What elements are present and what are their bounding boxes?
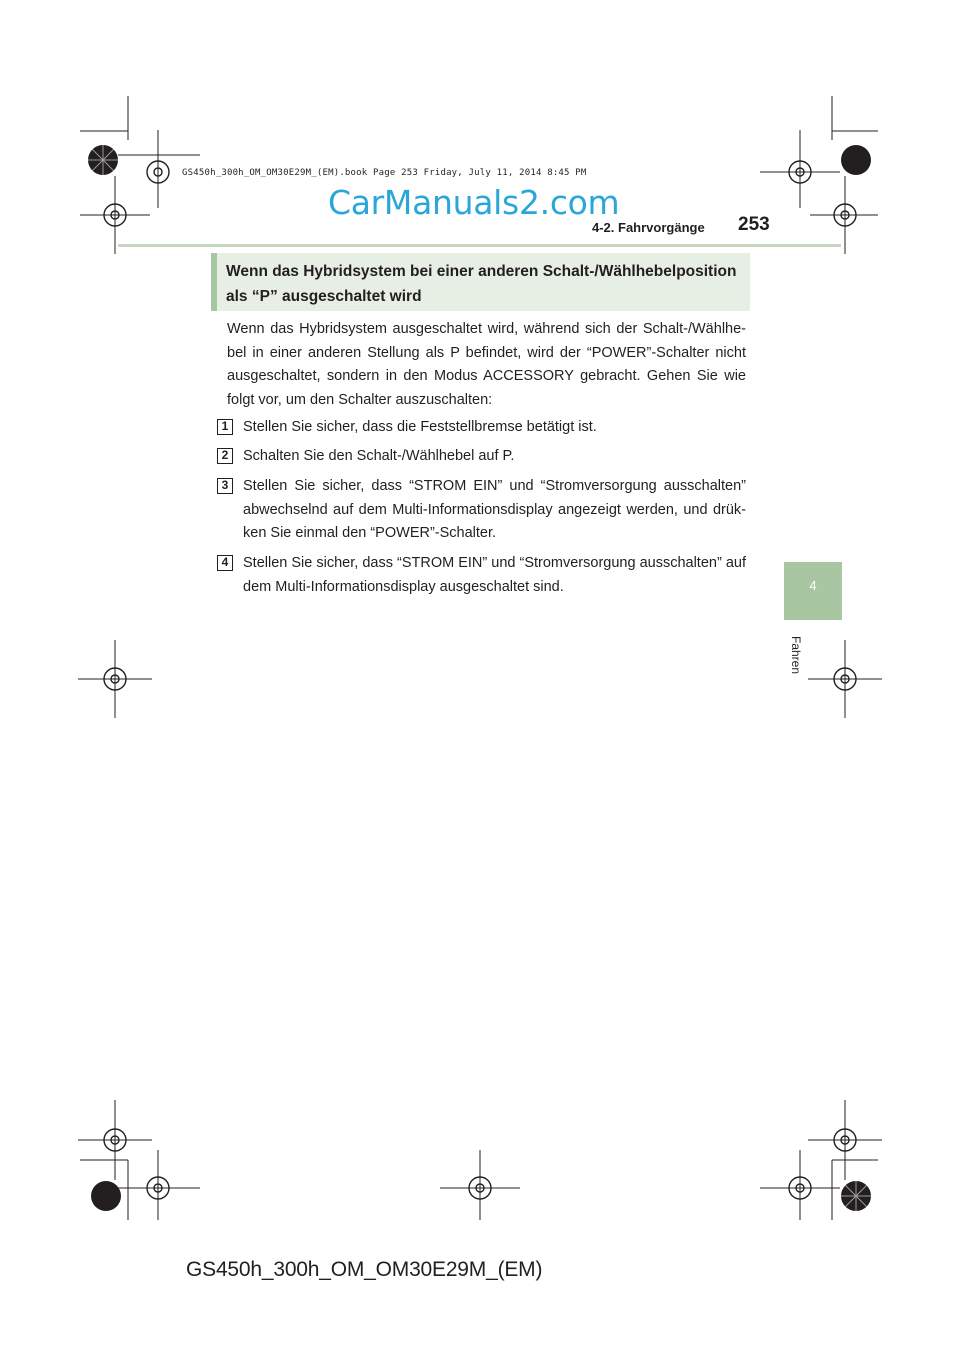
- section-heading-box: [211, 253, 750, 311]
- chapter-label: Fahren: [789, 635, 803, 675]
- step-text: Stellen Sie sicher, dass die Feststellbremse betätigt ist.: [243, 419, 597, 435]
- section-label: 4-2. Fahrvorgänge: [592, 220, 705, 235]
- heading-line-1: Wenn das Hybridsystem bei einer anderen Schalt-/Wählhebelposition: [226, 263, 737, 280]
- step-number-badge: 3: [217, 478, 233, 494]
- footer-document-code: GS450h_300h_OM_OM30E29M_(EM): [186, 1258, 543, 1281]
- step-number-badge: 1: [217, 419, 233, 435]
- intro-paragraph: Wenn das Hybridsystem ausgeschaltet wird, während sich der Schalt-/Wählhe-bel in einer anderen Stellung als P befindet, wird der “POWER”-Schalter nicht ausgeschaltet, sondern in den Modus ACCESSORY gebracht. Gehen Sie wie folgt vor, um den Schalter auszuschalten:: [227, 321, 746, 408]
- chapter-number: 4: [809, 578, 817, 593]
- step-number-badge: 2: [217, 448, 233, 464]
- step-text: Schalten Sie den Schalt-/Wählhebel auf P.: [243, 448, 515, 464]
- step-text: Stellen Sie sicher, dass “STROM EIN” und “Stromversorgung ausschalten” abwechselnd auf dem Multi-Informationsdisplay angezeigt werden, und drük-ken Sie einmal den “POWER”-Schalter.: [243, 478, 746, 541]
- step-text: Stellen Sie sicher, dass “STROM EIN” und “Stromversorgung ausschalten” auf dem Multi-Informationsdisplay ausgeschaltet sind.: [243, 555, 746, 595]
- page-number: 253: [738, 214, 770, 235]
- step-number-badge: 4: [217, 555, 233, 571]
- book-file-header: GS450h_300h_OM_OM30E29M_(EM).book Page 253 Friday, July 11, 2014 8:45 PM: [182, 168, 587, 178]
- watermark-logo: CarManuals2.com: [328, 183, 620, 222]
- header-rule: [118, 244, 841, 247]
- heading-line-2: als “P” ausgeschaltet wird: [226, 288, 422, 305]
